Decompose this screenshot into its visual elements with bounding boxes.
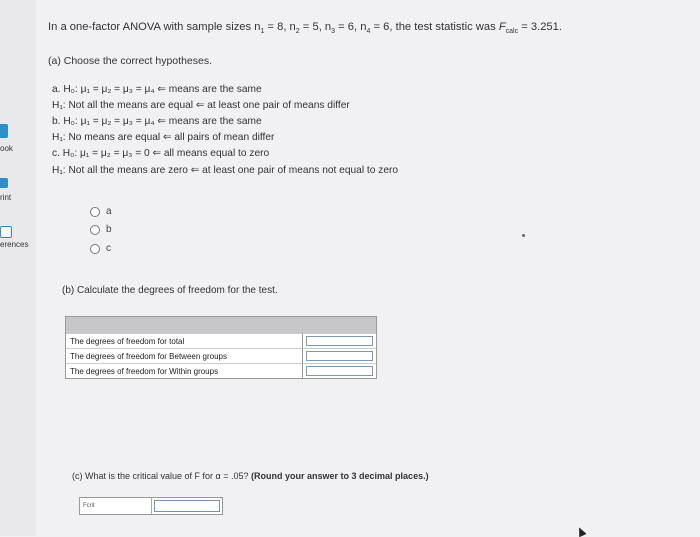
references-icon xyxy=(0,226,12,238)
part-c-label: (c) What is the critical value of F for α = .05? (Round your answer to 3 decimal places.) xyxy=(72,471,429,481)
df-total-input[interactable] xyxy=(303,333,376,348)
hypothesis-a-alt: H₁: Not all the means are equal ⇐ at least one pair of means differ xyxy=(52,100,350,111)
df-between-input[interactable] xyxy=(303,348,376,363)
sidebar xyxy=(0,0,36,536)
sidebar-item-label: rint xyxy=(0,193,12,202)
df-total-label: The degrees of freedom for total xyxy=(66,333,303,348)
hypothesis-b-null: b. H₀: μ₁ = μ₂ = μ₃ = μ₄ ⇐ means are the same xyxy=(52,116,262,127)
df-table-header xyxy=(66,317,376,333)
hypothesis-b-alt: H₁: No means are equal ⇐ all pairs of mean differ xyxy=(52,132,275,143)
option-c[interactable]: c xyxy=(90,243,111,254)
radio-a[interactable] xyxy=(90,207,100,217)
table-row xyxy=(66,333,376,348)
part-a-label: (a) Choose the correct hypotheses. xyxy=(48,55,213,67)
book-icon xyxy=(0,124,8,138)
fcrit-label: Fcrit xyxy=(80,498,152,514)
df-within-label: The degrees of freedom for Within groups xyxy=(66,363,303,378)
fcrit-row xyxy=(79,497,223,515)
table-row xyxy=(66,363,376,378)
fcrit-input[interactable] xyxy=(152,498,222,514)
df-table xyxy=(65,316,377,379)
sidebar-item-label: erences xyxy=(0,240,29,249)
print-icon xyxy=(0,178,8,188)
stray-dot xyxy=(522,234,525,237)
hypothesis-a-null: a. H₀: μ₁ = μ₂ = μ₃ = μ₄ ⇐ means are the same xyxy=(52,84,262,95)
sidebar-item-label: ook xyxy=(0,144,13,153)
mouse-cursor-icon xyxy=(575,526,586,537)
question-text: In a one-factor ANOVA with sample sizes $n_1 = 8$, $n_2 = 5$, $n_3 = 6$, $n_4 = 6$, the test statistic was $F_{calc} = 3.251$. xyxy=(48,21,562,36)
radio-b[interactable] xyxy=(90,225,100,235)
df-within-input[interactable] xyxy=(303,363,376,378)
hypothesis-c-null: c. H₀: μ₁ = μ₂ = μ₃ = 0 ⇐ all means equal to zero xyxy=(52,148,270,159)
question-panel xyxy=(36,0,700,536)
part-b-label: (b) Calculate the degrees of freedom for the test. xyxy=(62,285,278,296)
table-row xyxy=(66,348,376,363)
option-a[interactable]: a xyxy=(90,206,112,217)
df-between-label: The degrees of freedom for Between groups xyxy=(66,348,303,363)
radio-c[interactable] xyxy=(90,244,100,254)
hypothesis-c-alt: H₁: Not all the means are zero ⇐ at least one pair of means not equal to zero xyxy=(52,165,399,176)
option-b[interactable]: b xyxy=(90,224,112,235)
